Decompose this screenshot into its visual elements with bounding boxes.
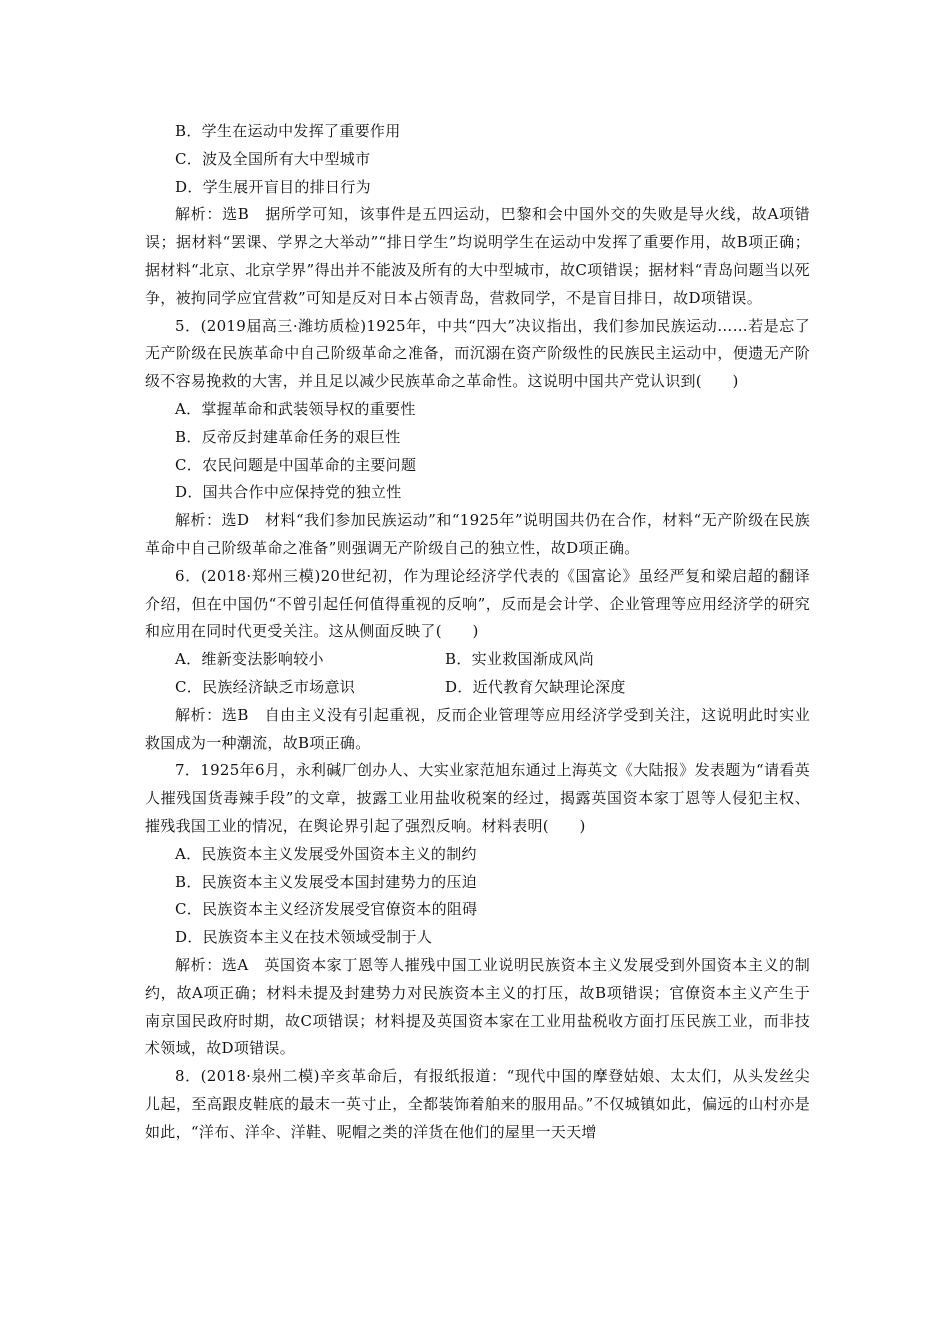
q8-stem: 8．(2018·泉州二模)辛亥革命后，有报纸报道：“现代中国的摩登姑娘、太太们，从头发丝尖儿起，至高跟皮鞋底的最末一英寸止，全都装饰着舶来的服用品。”不仅城镇如此，偏远的山村亦是如此，“洋布、洋伞、洋鞋、呢帽之类的洋货在他们的屋里一天天增 bbox=[145, 1067, 810, 1141]
q5-option-c: C．农民问题是中国革命的主要问题 bbox=[175, 455, 417, 474]
q6-option-a: A．维新变法影响较小 bbox=[175, 650, 324, 669]
q4-option-d: D．学生展开盲目的排日行为 bbox=[175, 177, 371, 196]
q7-option-d: D．民族资本主义在技术领域受制于人 bbox=[175, 928, 433, 947]
q5-option-d: D．国共合作中应保持党的独立性 bbox=[175, 483, 402, 502]
q4-option-b: B．学生在运动中发挥了重要作用 bbox=[175, 122, 401, 140]
q6-analysis: 解析：选B 自由主义没有引起重视，反而企业管理等应用经济学受到关注，这说明此时实业救国成为一种潮流，故B项正确。 bbox=[145, 705, 810, 752]
q6-stem: 6．(2018·郑州三模)20世纪初，作为理论经济学代表的《国富论》虽经严复和梁启超的翻译介绍，但在中国仍“不曾引起任何值得重视的反响”，反而是会计学、企业管理等应用经济学的研究和应用在同时代更受关注。这从侧面反映了( ) bbox=[145, 566, 810, 641]
q4-analysis: 解析：选B 据所学可知，该事件是五四运动，巴黎和会中国外交的失败是导火线，故A项错误；据材料“罢课、学界之大举动”“排日学生”均说明学生在运动中发挥了重要作用，故B项正确；据材料“北京、北京学界”得出并不能波及所有的大中型城市，故C项错误；据材料“青岛问题当以死争，被拘同学应宜营救”可知是反对日本占领青岛，营救同学，不是盲目排日，故D项错误。 bbox=[145, 205, 810, 307]
q7-option-c: C．民族资本主义经济发展受官僚资本的阻碍 bbox=[175, 900, 478, 919]
q7-option-a: A．民族资本主义发展受外国资本主义的制约 bbox=[175, 844, 477, 863]
q5-option-b: B．反帝反封建革命任务的艰巨性 bbox=[175, 427, 401, 446]
q7-option-b: B．民族资本主义发展受本国封建势力的压迫 bbox=[175, 872, 478, 891]
q5-analysis: 解析：选D 材料“我们参加民族运动”和“1925年”说明国共仍在合作，材料“无产阶级在民族革命中自己阶级革命之准备”则强调无产阶级自己的独立性，故D项正确。 bbox=[145, 511, 810, 557]
page-content bbox=[145, 118, 810, 1146]
q6-option-b: B．实业救国渐成风尚 bbox=[445, 650, 595, 669]
q7-analysis: 解析：选A 英国资本家丁恩等人摧残中国工业说明民族资本主义发展受到外国资本主义的制约，故A项正确；材料未提及封建势力对民族资本主义的打压，故B项错误；官僚资本主义产生于南京国民政府时期，故C项错误；材料提及英国资本家在工业用盐税收方面打压民族工业，而非技术领域，故D项错误。 bbox=[145, 955, 810, 1058]
q6-option-c: C．民族经济缺乏市场意识 bbox=[175, 677, 356, 696]
q5-stem: 5．(2019届高三·潍坊质检)1925年，中共“四大”决议指出，我们参加民族运动……若是忘了无产阶级在民族革命中自己阶级革命之准备，而沉溺在资产阶级性的民族民主运动中，便遗无产阶级不容易挽救的大害，并且足以减少民族革命之革命性。这说明中国共产党认识到( ) bbox=[145, 316, 810, 391]
q4-option-c: C．波及全国所有大中型城市 bbox=[175, 149, 371, 168]
q6-option-d: D．近代教育欠缺理论深度 bbox=[445, 677, 626, 696]
q7-stem: 7．1925年6月，永利碱厂创办人、大实业家范旭东通过上海英文《大陆报》发表题为“请看英人摧残国货毒辣手段”的文章，披露工业用盐收税案的经过，揭露英国资本家丁恩等人侵犯主权、摧残我国工业的情况，在舆论界引起了强烈反响。材料表明( ) bbox=[145, 761, 810, 835]
q6-options-row-1 bbox=[145, 646, 810, 674]
q6-options-row-2 bbox=[145, 674, 810, 702]
q5-option-a: A．掌握革命和武装领导权的重要性 bbox=[175, 399, 416, 418]
